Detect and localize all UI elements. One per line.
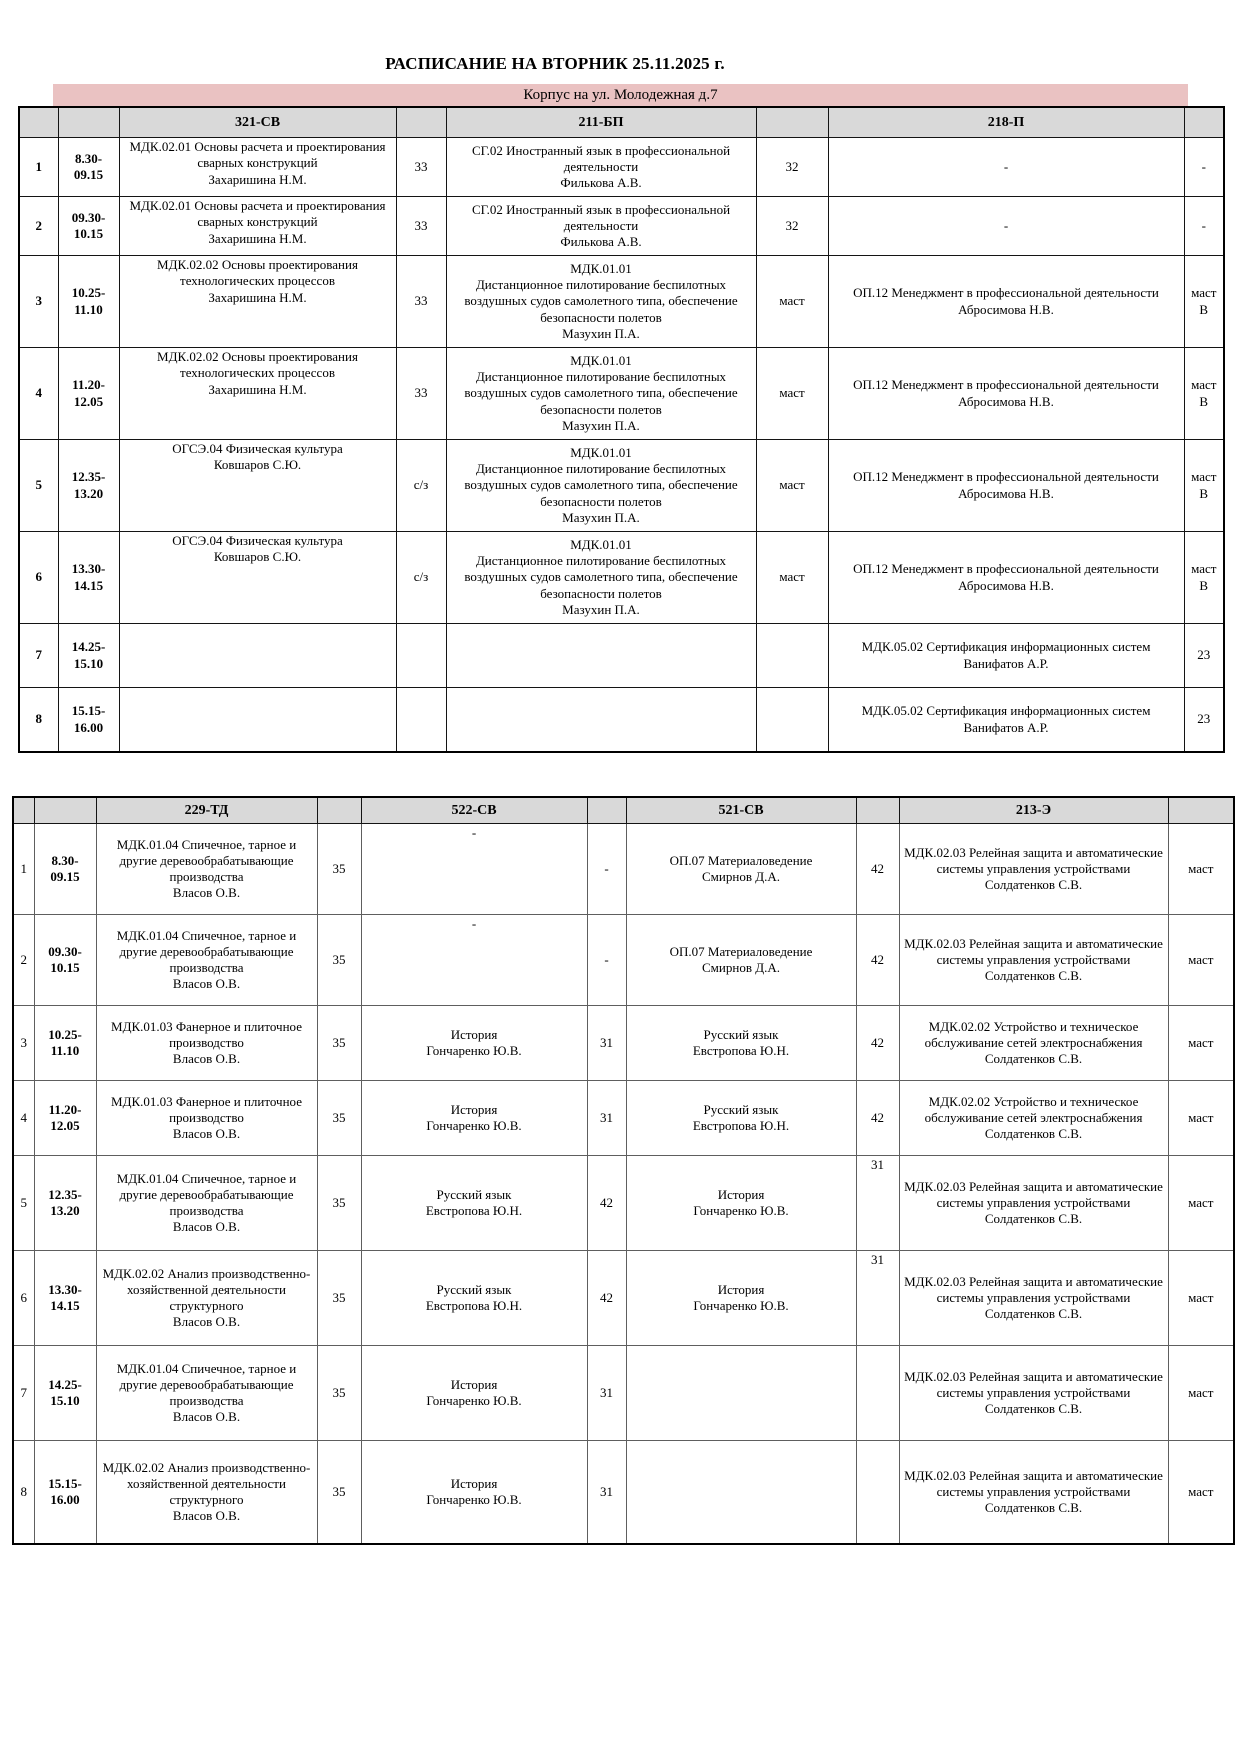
lesson-cell bbox=[446, 256, 756, 348]
lesson-cell bbox=[361, 1156, 587, 1251]
room-cell: маст bbox=[1168, 1081, 1234, 1156]
lesson-number: 8 bbox=[19, 688, 58, 753]
cell-text-line: Смирнов Д.А. bbox=[702, 960, 780, 975]
lesson-cell bbox=[626, 1006, 856, 1081]
room-cell: маст bbox=[756, 348, 828, 440]
lesson-cell bbox=[899, 1441, 1168, 1545]
lesson-time: 15.15-16.00 bbox=[34, 1441, 96, 1545]
room-cell: - bbox=[1184, 197, 1224, 256]
lesson-cell bbox=[119, 532, 396, 624]
room-cell: 33 bbox=[396, 138, 446, 197]
lesson-time: 14.25-15.10 bbox=[58, 624, 119, 688]
table2-header-row bbox=[13, 797, 1234, 824]
cell-text-line: МДК.01.04 Спичечное, тарное и другие деревообрабатывающие производства bbox=[116, 1360, 297, 1408]
table-row bbox=[19, 624, 1224, 688]
cell-text-line: ОП.07 Материаловедение bbox=[669, 943, 813, 959]
room-cell: 32 bbox=[756, 138, 828, 197]
room-cell: 42 bbox=[856, 915, 899, 1006]
room-cell: 35 bbox=[317, 824, 361, 915]
cell-text-line: Власов О.В. bbox=[172, 1126, 241, 1142]
cell-text-line: Дистанционное пилотирование беспилотных воздушных судов самолетного типа, обеспечение безопасности полетов bbox=[464, 277, 738, 325]
cell-text-line: Власов О.В. bbox=[172, 1051, 241, 1067]
room-cell: 35 bbox=[317, 1441, 361, 1545]
room-cell: с/з bbox=[396, 532, 446, 624]
room-cell: маст bbox=[1168, 1441, 1234, 1545]
group-header: 211-БП bbox=[446, 107, 756, 138]
table1-header-row bbox=[19, 107, 1224, 138]
cell-text-line: МДК.02.02 Анализ производственно-хозяйственной деятельности структурного bbox=[102, 1459, 311, 1507]
lesson-number: 8 bbox=[13, 1441, 34, 1545]
lesson-cell bbox=[899, 915, 1168, 1006]
campus-banner: Корпус на ул. Молодежная д.7 bbox=[53, 84, 1188, 106]
group-header: 321-СВ bbox=[119, 107, 396, 138]
lesson-cell bbox=[361, 915, 587, 1006]
cell-text-line: МДК.05.02 Сертификация информационных систем bbox=[861, 639, 1151, 655]
cell-text-line: Смирнов Д.А. bbox=[702, 869, 780, 884]
room-cell: - bbox=[587, 915, 626, 1006]
table-row bbox=[13, 1006, 1234, 1081]
lesson-cell bbox=[361, 1346, 587, 1441]
cell-text-line: Русский язык bbox=[436, 1281, 512, 1297]
cell-text-line: МДК.02.01 Основы расчета и проектирования сварных конструкций bbox=[129, 139, 386, 171]
cell-text-line: История bbox=[450, 1026, 498, 1042]
room-cell: маст В bbox=[1184, 532, 1224, 624]
header-room-cell bbox=[396, 107, 446, 138]
cell-text-line: Абросимова Н.В. bbox=[958, 301, 1054, 317]
cell-text-line: История bbox=[717, 1281, 765, 1297]
table-row bbox=[13, 915, 1234, 1006]
cell-text-line: Евстропова Ю.Н. bbox=[692, 1043, 790, 1058]
room-cell: 31 bbox=[587, 1441, 626, 1545]
cell-text-line: ОГСЭ.04 Физическая культура bbox=[172, 533, 343, 548]
lesson-cell bbox=[899, 1081, 1168, 1156]
cell-text-line: МДК.02.03 Релейная защита и автоматические системы управления устройствами bbox=[904, 1178, 1163, 1210]
lesson-cell bbox=[361, 824, 587, 915]
group-header: 521-СВ bbox=[626, 797, 856, 824]
cell-text-line: МДК.01.01 bbox=[570, 444, 632, 460]
room-cell: 31 bbox=[587, 1006, 626, 1081]
lesson-cell bbox=[446, 440, 756, 532]
cell-text-line: Абросимова Н.В. bbox=[958, 393, 1054, 409]
cell-text-line: МДК.02.03 Релейная защита и автоматические системы управления устройствами bbox=[904, 935, 1163, 967]
cell-text-line: ОГСЭ.04 Физическая культура bbox=[172, 441, 343, 456]
cell-text-line: Евстропова Ю.Н. bbox=[425, 1203, 523, 1218]
lesson-cell bbox=[361, 1081, 587, 1156]
room-cell: 33 bbox=[396, 256, 446, 348]
room-cell: маст bbox=[756, 532, 828, 624]
cell-text-line: Солдатенков С.В. bbox=[984, 1306, 1083, 1322]
header-room-cell bbox=[1184, 107, 1224, 138]
table-row bbox=[13, 1441, 1234, 1545]
room-cell: 23 bbox=[1184, 624, 1224, 688]
lesson-time: 15.15-16.00 bbox=[58, 688, 119, 753]
room-cell: маст bbox=[1168, 1156, 1234, 1251]
header-room-cell bbox=[1168, 797, 1234, 824]
cell-text-line: Гончаренко Ю.В. bbox=[693, 1203, 789, 1218]
cell-text-line: Гончаренко Ю.В. bbox=[426, 1043, 522, 1058]
lesson-cell bbox=[899, 1346, 1168, 1441]
cell-text-line: Гончаренко Ю.В. bbox=[426, 1393, 522, 1408]
lesson-time: 11.20-12.05 bbox=[58, 348, 119, 440]
lesson-time: 8.30-09.15 bbox=[58, 138, 119, 197]
room-cell bbox=[856, 1441, 899, 1545]
lesson-number: 2 bbox=[13, 915, 34, 1006]
cell-text-line: Солдатенков С.В. bbox=[984, 1211, 1083, 1227]
lesson-cell bbox=[626, 824, 856, 915]
header-time-cell bbox=[34, 797, 96, 824]
room-cell: 32 bbox=[756, 197, 828, 256]
lesson-time: 8.30-09.15 bbox=[34, 824, 96, 915]
cell-text-line: МДК.02.03 Релейная защита и автоматические системы управления устройствами bbox=[904, 1368, 1163, 1400]
cell-text-line: Абросимова Н.В. bbox=[958, 577, 1054, 593]
group-header: 229-ТД bbox=[96, 797, 317, 824]
table-row bbox=[19, 197, 1224, 256]
cell-text-line: МДК.01.04 Спичечное, тарное и другие деревообрабатывающие производства bbox=[116, 836, 297, 884]
lesson-number: 1 bbox=[19, 138, 58, 197]
page-title: РАСПИСАНИЕ НА ВТОРНИК 25.11.2025 г. bbox=[385, 54, 725, 73]
cell-text-line: СГ.02 Иностранный язык в профессиональной деятельности bbox=[471, 142, 731, 174]
table-row bbox=[19, 440, 1224, 532]
lesson-cell bbox=[828, 138, 1184, 197]
lesson-number: 1 bbox=[13, 824, 34, 915]
table-row bbox=[13, 1081, 1234, 1156]
lesson-cell bbox=[96, 915, 317, 1006]
room-cell: маст bbox=[756, 440, 828, 532]
room-cell bbox=[756, 624, 828, 688]
cell-text-line: Дистанционное пилотирование беспилотных воздушных судов самолетного типа, обеспечение безопасности полетов bbox=[464, 369, 738, 417]
cell-text-line: Гончаренко Ю.В. bbox=[693, 1298, 789, 1313]
lesson-cell bbox=[899, 1251, 1168, 1346]
cell-text-line: Евстропова Ю.Н. bbox=[425, 1298, 523, 1313]
room-cell: 31 bbox=[856, 1156, 899, 1251]
cell-text-line: Мазухин П.А. bbox=[562, 509, 640, 525]
lesson-time: 13.30-14.15 bbox=[34, 1251, 96, 1346]
cell-text-line: МДК.05.02 Сертификация информационных систем bbox=[861, 703, 1151, 719]
cell-text-line: МДК.02.02 Основы проектирования технологических процессов bbox=[157, 349, 358, 381]
lesson-cell bbox=[96, 1006, 317, 1081]
room-cell: маст bbox=[1168, 915, 1234, 1006]
cell-text-line: МДК.02.03 Релейная защита и автоматические системы управления устройствами bbox=[904, 844, 1163, 876]
cell-text-line: История bbox=[450, 1475, 498, 1491]
cell-text-line: - bbox=[1003, 158, 1009, 174]
cell-text-line: Захаришина Н.М. bbox=[208, 381, 307, 397]
cell-text-line: Власов О.В. bbox=[172, 976, 241, 992]
table-row bbox=[13, 1346, 1234, 1441]
cell-text-line: Власов О.В. bbox=[172, 1409, 241, 1425]
cell-text-line: МДК.01.04 Спичечное, тарное и другие деревообрабатывающие производства bbox=[116, 927, 297, 975]
cell-text-line: МДК.01.01 bbox=[570, 260, 632, 276]
lesson-time: 10.25-11.10 bbox=[34, 1006, 96, 1081]
room-cell: - bbox=[587, 824, 626, 915]
lesson-number: 5 bbox=[13, 1156, 34, 1251]
lesson-cell bbox=[828, 532, 1184, 624]
lesson-time: 13.30-14.15 bbox=[58, 532, 119, 624]
table-row bbox=[19, 256, 1224, 348]
header-room-cell bbox=[756, 107, 828, 138]
room-cell: 42 bbox=[587, 1156, 626, 1251]
room-cell: маст bbox=[1168, 1346, 1234, 1441]
room-cell: маст bbox=[1168, 1006, 1234, 1081]
room-cell: 33 bbox=[396, 197, 446, 256]
lesson-cell bbox=[119, 688, 396, 753]
lesson-cell bbox=[626, 1081, 856, 1156]
lesson-number: 3 bbox=[19, 256, 58, 348]
cell-text-line: - bbox=[471, 825, 477, 840]
lesson-cell bbox=[899, 1156, 1168, 1251]
lesson-cell bbox=[96, 1156, 317, 1251]
cell-text-line: Филькова А.В. bbox=[560, 175, 642, 191]
lesson-cell bbox=[96, 1441, 317, 1545]
lesson-cell bbox=[626, 1441, 856, 1545]
room-cell: с/з bbox=[396, 440, 446, 532]
lesson-cell bbox=[446, 688, 756, 753]
lesson-cell bbox=[828, 197, 1184, 256]
group-header: 522-СВ bbox=[361, 797, 587, 824]
cell-text-line: МДК.01.03 Фанерное и плиточное производство bbox=[111, 1093, 302, 1125]
cell-text-line: Солдатенков С.В. bbox=[984, 1500, 1083, 1516]
cell-text-line: Русский язык bbox=[436, 1186, 512, 1202]
header-num-cell bbox=[13, 797, 34, 824]
table-row bbox=[13, 1251, 1234, 1346]
lesson-cell bbox=[119, 624, 396, 688]
table-row bbox=[13, 1156, 1234, 1251]
lesson-number: 2 bbox=[19, 197, 58, 256]
cell-text-line: Гончаренко Ю.В. bbox=[426, 1492, 522, 1507]
cell-text-line: История bbox=[717, 1186, 765, 1202]
table-row bbox=[13, 824, 1234, 915]
room-cell: 35 bbox=[317, 1346, 361, 1441]
room-cell: маст bbox=[1168, 1251, 1234, 1346]
table-row bbox=[19, 138, 1224, 197]
room-cell: 35 bbox=[317, 1081, 361, 1156]
cell-text-line: - bbox=[1003, 217, 1009, 233]
cell-text-line: Власов О.В. bbox=[172, 885, 241, 901]
table-row bbox=[19, 688, 1224, 753]
cell-text-line: ОП.07 Материаловедение bbox=[669, 852, 813, 868]
room-cell bbox=[756, 688, 828, 753]
table-row bbox=[19, 532, 1224, 624]
lesson-cell bbox=[96, 824, 317, 915]
cell-text-line: Ванифатов А.Р. bbox=[963, 719, 1049, 735]
lesson-time: 11.20-12.05 bbox=[34, 1081, 96, 1156]
room-cell: 23 bbox=[1184, 688, 1224, 753]
lesson-cell bbox=[119, 138, 396, 197]
cell-text-line: Захаришина Н.М. bbox=[208, 289, 307, 305]
cell-text-line: ОП.12 Менеджмент в профессиональной деятельности bbox=[853, 377, 1159, 393]
cell-text-line: МДК.01.01 bbox=[570, 352, 632, 368]
lesson-cell bbox=[626, 1156, 856, 1251]
cell-text-line: СГ.02 Иностранный язык в профессиональной деятельности bbox=[471, 201, 731, 233]
cell-text-line: - bbox=[471, 916, 477, 931]
cell-text-line: Гончаренко Ю.В. bbox=[426, 1118, 522, 1133]
cell-text-line: Солдатенков С.В. bbox=[984, 1126, 1083, 1142]
room-cell: 42 bbox=[856, 824, 899, 915]
lesson-cell bbox=[446, 532, 756, 624]
schedule-table-building-1 bbox=[18, 106, 1225, 753]
room-cell: 42 bbox=[587, 1251, 626, 1346]
cell-text-line: Захаришина Н.М. bbox=[208, 171, 307, 187]
room-cell: маст bbox=[756, 256, 828, 348]
header-num-cell bbox=[19, 107, 58, 138]
lesson-time: 12.35-13.20 bbox=[58, 440, 119, 532]
lesson-cell bbox=[96, 1346, 317, 1441]
cell-text-line: Русский язык bbox=[703, 1101, 779, 1117]
cell-text-line: История bbox=[450, 1376, 498, 1392]
group-header: 213-Э bbox=[899, 797, 1168, 824]
cell-text-line: Филькова А.В. bbox=[560, 234, 642, 250]
lesson-time: 09.30-10.15 bbox=[34, 915, 96, 1006]
header-room-cell bbox=[317, 797, 361, 824]
lesson-number: 3 bbox=[13, 1006, 34, 1081]
schedule-table-building-2 bbox=[12, 796, 1235, 1545]
room-cell: 35 bbox=[317, 1006, 361, 1081]
room-cell: 35 bbox=[317, 1251, 361, 1346]
cell-text-line: Абросимова Н.В. bbox=[958, 485, 1054, 501]
room-cell: маст В bbox=[1184, 256, 1224, 348]
room-cell: маст В bbox=[1184, 440, 1224, 532]
cell-text-line: Русский язык bbox=[703, 1026, 779, 1042]
header-time-cell bbox=[58, 107, 119, 138]
lesson-cell bbox=[899, 824, 1168, 915]
cell-text-line: Захаришина Н.М. bbox=[208, 230, 307, 246]
cell-text-line: МДК.02.02 Устройство и техническое обслуживание сетей электроснабжения bbox=[924, 1018, 1143, 1050]
lesson-cell bbox=[899, 1006, 1168, 1081]
cell-text-line: Ковшаров С.Ю. bbox=[213, 549, 302, 565]
cell-text-line: МДК.02.01 Основы расчета и проектирования сварных конструкций bbox=[129, 198, 386, 230]
cell-text-line: ОП.12 Менеджмент в профессиональной деятельности bbox=[853, 285, 1159, 301]
lesson-time: 12.35-13.20 bbox=[34, 1156, 96, 1251]
header-room-cell bbox=[856, 797, 899, 824]
lesson-cell bbox=[96, 1081, 317, 1156]
cell-text-line: Мазухин П.А. bbox=[562, 417, 640, 433]
lesson-cell bbox=[828, 440, 1184, 532]
cell-text-line: МДК.02.02 Анализ производственно-хозяйственной деятельности структурного bbox=[102, 1265, 311, 1313]
room-cell: 33 bbox=[396, 348, 446, 440]
lesson-cell bbox=[446, 624, 756, 688]
lesson-cell bbox=[828, 688, 1184, 753]
lesson-cell bbox=[446, 138, 756, 197]
lesson-cell bbox=[828, 256, 1184, 348]
lesson-cell bbox=[361, 1006, 587, 1081]
lesson-number: 6 bbox=[19, 532, 58, 624]
room-cell: 31 bbox=[587, 1081, 626, 1156]
lesson-cell bbox=[119, 440, 396, 532]
cell-text-line: Дистанционное пилотирование беспилотных воздушных судов самолетного типа, обеспечение безопасности полетов bbox=[464, 461, 738, 509]
lesson-cell bbox=[119, 348, 396, 440]
lesson-time: 14.25-15.10 bbox=[34, 1346, 96, 1441]
room-cell: - bbox=[1184, 138, 1224, 197]
lesson-cell bbox=[626, 1251, 856, 1346]
cell-text-line: Мазухин П.А. bbox=[562, 601, 640, 617]
lesson-cell bbox=[361, 1251, 587, 1346]
lesson-time: 10.25-11.10 bbox=[58, 256, 119, 348]
cell-text-line: Мазухин П.А. bbox=[562, 325, 640, 341]
room-cell: 42 bbox=[856, 1081, 899, 1156]
room-cell: 35 bbox=[317, 1156, 361, 1251]
cell-text-line: Солдатенков С.В. bbox=[984, 968, 1083, 984]
room-cell bbox=[396, 624, 446, 688]
room-cell: маст bbox=[1168, 824, 1234, 915]
group-header: 218-П bbox=[828, 107, 1184, 138]
table-row bbox=[19, 348, 1224, 440]
lesson-cell bbox=[626, 1346, 856, 1441]
lesson-time: 09.30-10.15 bbox=[58, 197, 119, 256]
room-cell bbox=[396, 688, 446, 753]
cell-text-line: ОП.12 Менеджмент в профессиональной деятельности bbox=[853, 469, 1159, 485]
room-cell bbox=[856, 1346, 899, 1441]
lesson-number: 4 bbox=[13, 1081, 34, 1156]
lesson-cell bbox=[828, 348, 1184, 440]
cell-text-line: МДК.02.02 Основы проектирования технологических процессов bbox=[157, 257, 358, 289]
cell-text-line: Солдатенков С.В. bbox=[984, 1051, 1083, 1067]
lesson-number: 7 bbox=[19, 624, 58, 688]
cell-text-line: МДК.02.02 Устройство и техническое обслуживание сетей электроснабжения bbox=[924, 1093, 1143, 1125]
cell-text-line: Солдатенков С.В. bbox=[984, 877, 1083, 893]
cell-text-line: Евстропова Ю.Н. bbox=[692, 1118, 790, 1133]
cell-text-line: МДК.02.03 Релейная защита и автоматические системы управления устройствами bbox=[904, 1273, 1163, 1305]
lesson-cell bbox=[96, 1251, 317, 1346]
cell-text-line: Ванифатов А.Р. bbox=[963, 655, 1049, 671]
room-cell: 31 bbox=[856, 1251, 899, 1346]
cell-text-line: Власов О.В. bbox=[172, 1508, 241, 1524]
cell-text-line: Ковшаров С.Ю. bbox=[213, 457, 302, 473]
room-cell: 35 bbox=[317, 915, 361, 1006]
room-cell: 42 bbox=[856, 1006, 899, 1081]
lesson-cell bbox=[446, 348, 756, 440]
cell-text-line: МДК.01.01 bbox=[570, 536, 632, 552]
lesson-number: 5 bbox=[19, 440, 58, 532]
lesson-cell bbox=[828, 624, 1184, 688]
cell-text-line: МДК.01.04 Спичечное, тарное и другие деревообрабатывающие производства bbox=[116, 1170, 297, 1218]
lesson-number: 4 bbox=[19, 348, 58, 440]
cell-text-line: МДК.02.03 Релейная защита и автоматические системы управления устройствами bbox=[904, 1467, 1163, 1499]
cell-text-line: Власов О.В. bbox=[172, 1314, 241, 1330]
cell-text-line: МДК.01.03 Фанерное и плиточное производство bbox=[111, 1018, 302, 1050]
lesson-cell bbox=[446, 197, 756, 256]
lesson-number: 7 bbox=[13, 1346, 34, 1441]
lesson-number: 6 bbox=[13, 1251, 34, 1346]
room-cell: 31 bbox=[587, 1346, 626, 1441]
header-room-cell bbox=[587, 797, 626, 824]
cell-text-line: Дистанционное пилотирование беспилотных воздушных судов самолетного типа, обеспечение безопасности полетов bbox=[464, 553, 738, 601]
cell-text-line: История bbox=[450, 1101, 498, 1117]
lesson-cell bbox=[626, 915, 856, 1006]
lesson-cell bbox=[119, 197, 396, 256]
cell-text-line: Власов О.В. bbox=[172, 1219, 241, 1235]
cell-text-line: ОП.12 Менеджмент в профессиональной деятельности bbox=[853, 561, 1159, 577]
lesson-cell bbox=[119, 256, 396, 348]
room-cell: маст В bbox=[1184, 348, 1224, 440]
lesson-cell bbox=[361, 1441, 587, 1545]
cell-text-line: Солдатенков С.В. bbox=[984, 1401, 1083, 1417]
